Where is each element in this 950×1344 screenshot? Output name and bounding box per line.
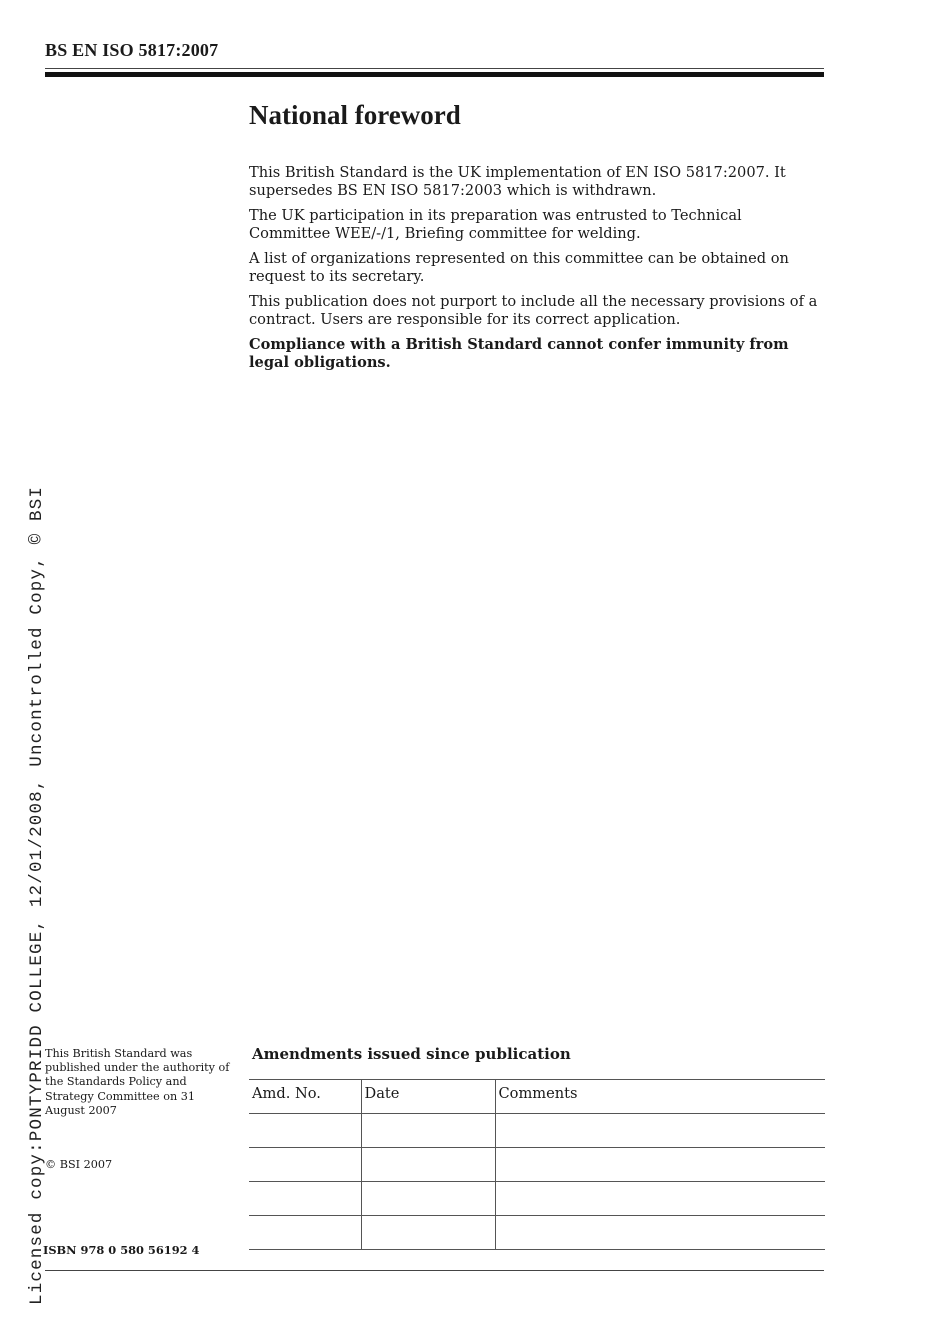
isbn: ISBN 978 0 580 56192 4	[43, 1243, 200, 1257]
table-cell	[249, 1114, 361, 1148]
table-header-row	[249, 1080, 825, 1114]
footer-rule	[45, 1270, 824, 1271]
table-cell	[495, 1216, 825, 1250]
amendments-title: Amendments issued since publication	[252, 1045, 571, 1063]
column-header-date: Date	[361, 1080, 495, 1114]
table-cell	[361, 1216, 495, 1250]
license-watermark: Licensed copy:PONTYPRIDD COLLEGE, 12/01/2008, Uncontrolled Copy, © BSI	[27, 485, 47, 1305]
table-row	[249, 1114, 825, 1148]
table-cell	[495, 1182, 825, 1216]
table-row	[249, 1182, 825, 1216]
table-row	[249, 1148, 825, 1182]
document-code: BS EN ISO 5817:2007	[45, 40, 219, 60]
column-header-comments: Comments	[495, 1080, 825, 1114]
table-cell	[361, 1148, 495, 1182]
amendments-table	[249, 1079, 825, 1250]
header-rule-thick	[45, 72, 824, 77]
table-cell	[249, 1182, 361, 1216]
page-title: National foreword	[249, 100, 461, 130]
foreword-body	[249, 164, 827, 379]
foreword-paragraph: The UK participation in its preparation was entrusted to Technical Committee WEE/-/1, Briefing committee for welding.	[249, 207, 742, 242]
table-cell	[249, 1216, 361, 1250]
foreword-paragraph: This publication does not purport to include all the necessary provisions of a contract. Users are responsible for its correct application.	[249, 293, 818, 328]
copyright-note: © BSI 2007	[45, 1158, 113, 1171]
foreword-paragraph: This British Standard is the UK implementation of EN ISO 5817:2007. It supersedes BS EN ISO 5817:2003 which is withdrawn.	[249, 164, 786, 199]
table-cell	[361, 1182, 495, 1216]
table-cell	[495, 1114, 825, 1148]
publication-note: This British Standard was published under the authority of the Standards Policy and Strategy Committee on 31 August 2007	[45, 1047, 230, 1117]
column-header-amd-no: Amd. No.	[249, 1080, 361, 1114]
header-rule-thin	[45, 68, 824, 69]
foreword-paragraph: A list of organizations represented on this committee can be obtained on request to its secretary.	[249, 250, 789, 285]
table-cell	[249, 1148, 361, 1182]
table-cell	[361, 1114, 495, 1148]
table-cell	[495, 1148, 825, 1182]
compliance-statement: Compliance with a British Standard cannot confer immunity from legal obligations.	[249, 336, 789, 371]
table-row	[249, 1216, 825, 1250]
